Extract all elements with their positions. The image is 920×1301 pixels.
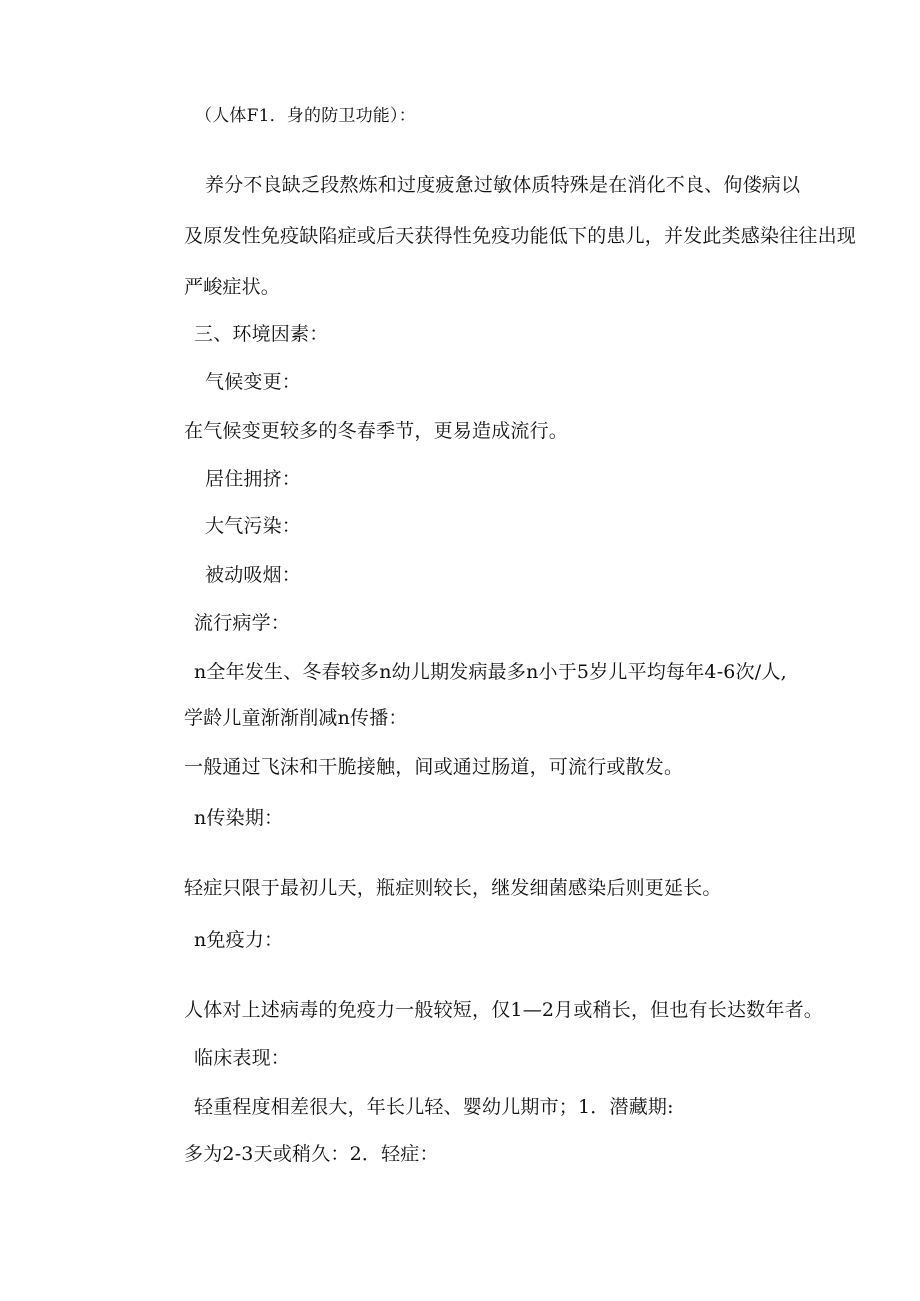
clinical-line-2: 多为2-3天或稍久：2．轻症： [184,1143,439,1165]
heading-defense-function: （人体F1．身的防卫功能）： [195,106,416,126]
epidemiology-line-1: n全年发生、冬春较多n幼儿期发病最多n小于5岁儿平均每年4-6次/人, [194,661,787,683]
item-immunity: n免疫力： [194,929,284,951]
epidemiology-line-2: 学龄儿童渐渐削减n传播： [184,707,408,729]
immunity-text: 人体对上述病毒的免疫力一般较短，仅1—2月或稍长，但也有长达数年者。 [184,999,823,1021]
item-infectious-period: n传染期： [194,807,284,829]
paragraph-line-2: 及原发性免疫缺陷症或后天获得性免疫功能低下的患儿，并发此类感染往往出现 [184,225,857,247]
paragraph-line-1: 养分不良缺乏段熬炼和过度疲惫过敏体质特殊是在消化不良、佝偻病以 [205,174,801,196]
item-passive-smoking: 被动吸烟： [205,564,302,586]
section-environment-factors: 三、环境因素： [194,323,329,345]
infectious-period-text: 轻症只限于最初儿天，瓶症则较长，继发细菌感染后则更延长。 [184,877,722,899]
section-clinical-manifestation: 临床表现： [194,1047,291,1069]
item-climate-change: 气候变更： [205,371,302,393]
paragraph-line-3: 严峻症状。 [184,276,281,298]
section-epidemiology: 流行病学： [194,612,291,634]
text-climate-change: 在气候变更较多的冬春季节，更易造成流行。 [184,420,569,442]
item-crowded-living: 居住拥挤： [205,468,302,490]
clinical-line-1: 轻重程度相差很大，年长儿轻、婴幼儿期市；1．潜藏期: [194,1096,674,1118]
transmission-text: 一般通过飞沫和干脆接触，间或通过肠道，可流行或散发。 [184,756,684,778]
item-air-pollution: 大气污染： [205,515,302,537]
